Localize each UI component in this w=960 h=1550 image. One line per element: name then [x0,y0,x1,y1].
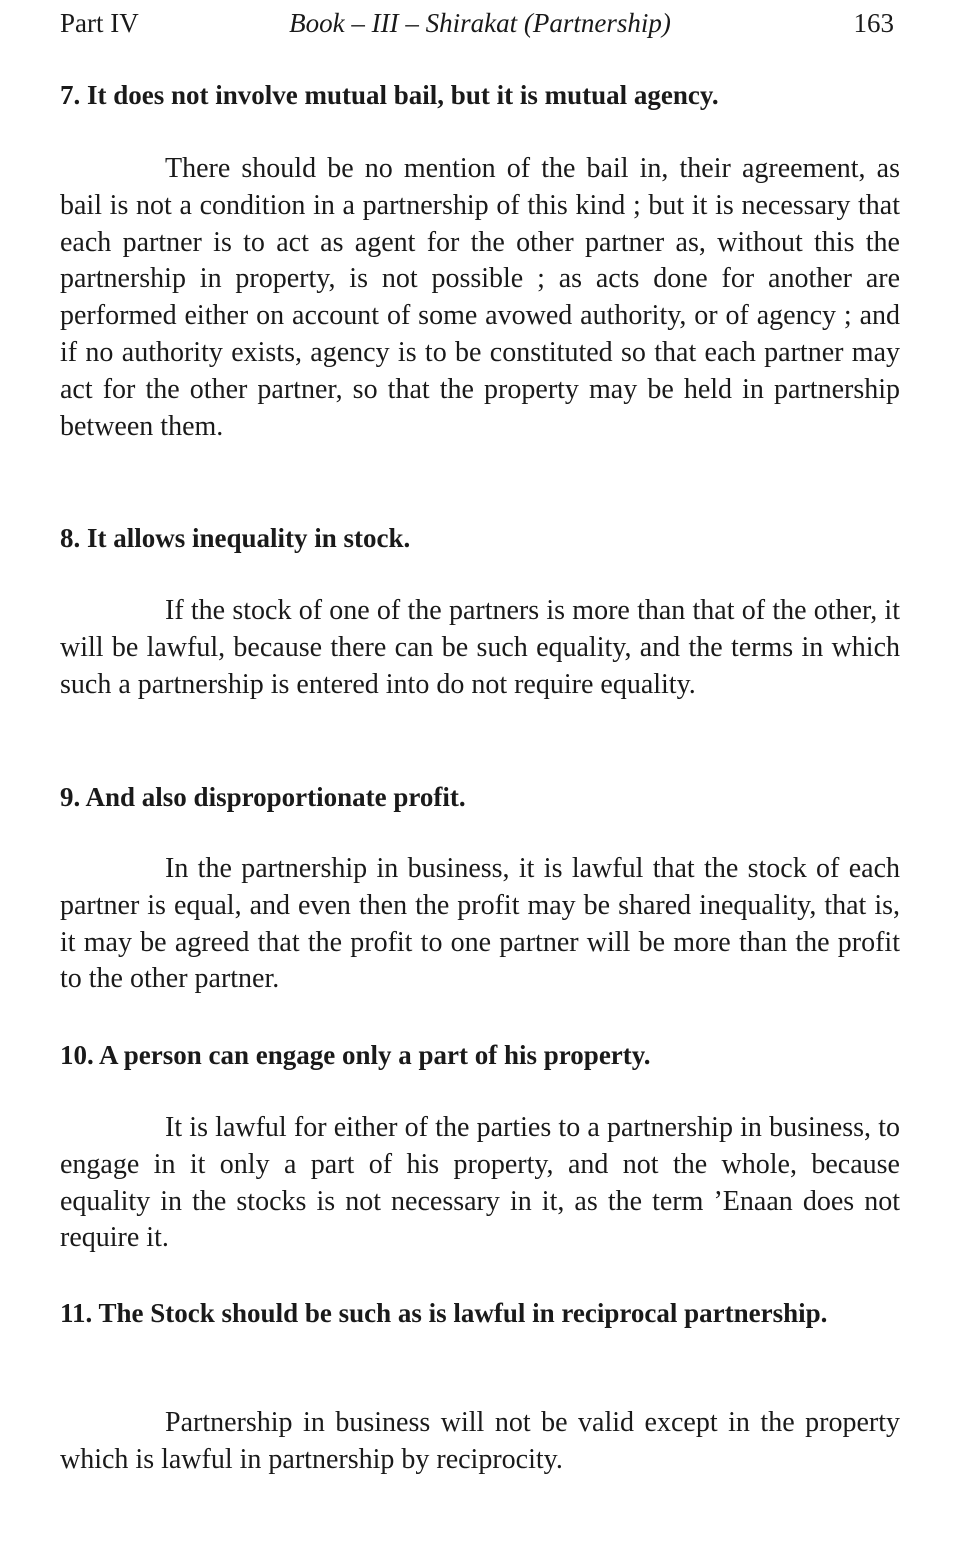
section-paragraph-8: If the stock of one of the partners is more than that of the other, it will be lawful, because there can be such equality, and the terms in which such a partnership is entered into do not require equality. [60,595,900,700]
section-heading-9: 9. And also disproportionate profit. [60,782,466,812]
page-number: 163 [853,8,894,38]
section-heading-7: 7. It does not involve mutual bail, but it is mutual agency. [60,80,719,110]
section-heading-10: 10. A person can engage only a part of his property. [60,1040,651,1070]
section-heading-8: 8. It allows inequality in stock. [60,523,411,553]
running-head [60,6,900,40]
section-paragraph-9: In the partnership in business, it is lawful that the stock of each partner is equal, and even then the profit may be shared inequality, that is, it may be agreed that the profit to one partner will be more than the profit to the other partner. [60,853,900,995]
section-paragraph-11: Partnership in business will not be valid except in the property which is lawful in partnership by reciprocity. [60,1407,900,1475]
section-heading-11: 11. The Stock should be such as is lawful in reciprocal partnership. [60,1298,828,1328]
section-paragraph-7: There should be no mention of the bail in, their agreement, as bail is not a condition in a partnership of this kind ; but it is necessary that each partner is to act as agent for the other partner as, without this the partnership in property, is not possible ; as acts done for another are performed either on account of some avowed authority, or of agency ; and if no authority exists, agency is to be constituted so that each partner may act for the other partner, so that the property may be held in partnership between them. [60,153,900,442]
part-label: Part IV [60,8,139,38]
section-paragraph-10: It is lawful for either of the parties to a partnership in business, to engage in it only a part of his property, and not the whole, because equality in the stocks is not necessary in it, as the term ’Enaan does not require it. [60,1112,900,1254]
book-title: Book – III – Shirakat (Partnership) [289,8,671,38]
